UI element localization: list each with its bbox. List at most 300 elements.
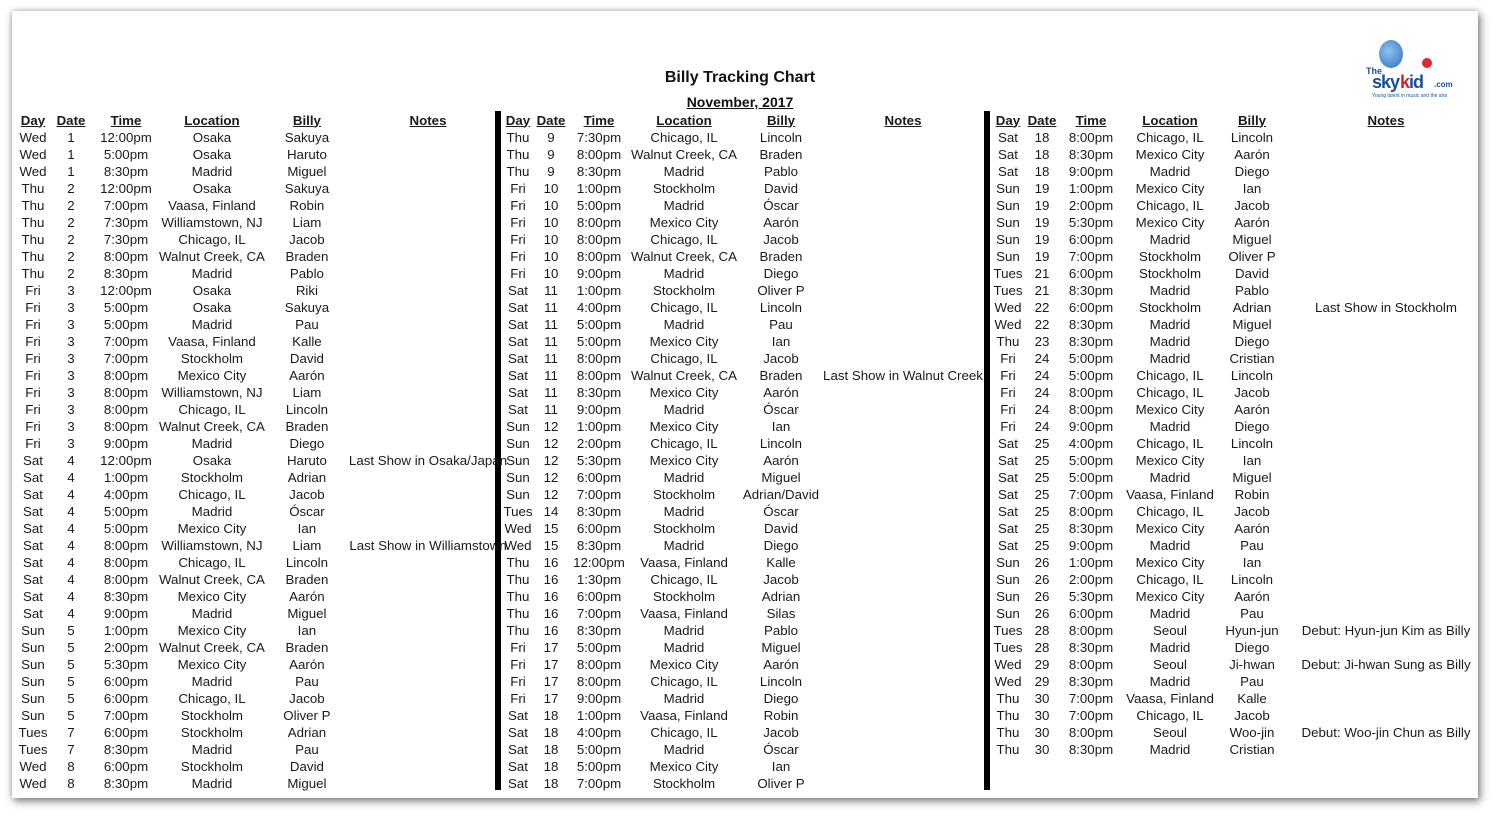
cell-time: 7:00pm: [1068, 708, 1114, 723]
cell-location: Osaka: [192, 300, 232, 315]
cell-billy: Aarón: [1234, 215, 1270, 230]
cell-location: Madrid: [663, 623, 705, 638]
cell-billy: Pablo: [289, 266, 324, 281]
cell-time: 5:00pm: [103, 317, 149, 332]
cell-location: Mexico City: [649, 657, 719, 672]
cell-time: 5:00pm: [103, 504, 149, 519]
cell-time: 5:30pm: [103, 657, 149, 672]
cell-location: Walnut Creek, CA: [159, 640, 265, 655]
cell-location: Madrid: [663, 198, 705, 213]
cell-notes: [823, 622, 983, 639]
table-row: [17, 129, 507, 146]
cell-notes: [349, 384, 507, 401]
cell-location: Madrid: [1149, 351, 1191, 366]
cell-location: Vaasa, Finland: [640, 555, 728, 570]
cell-notes: [1286, 707, 1486, 724]
cell-time: 5:00pm: [1068, 470, 1114, 485]
cell-time: 8:00pm: [576, 249, 622, 264]
table-row: [992, 384, 1486, 401]
cell-notes: [1286, 639, 1486, 656]
table-row: [992, 588, 1486, 605]
cell-date: 17: [543, 657, 559, 672]
cell-location: Madrid: [1149, 232, 1191, 247]
cell-date: 11: [544, 334, 558, 349]
cell-day: Thu: [21, 198, 45, 213]
cell-billy: Diego: [1234, 164, 1270, 179]
cell-date: 10: [543, 249, 559, 264]
table-row: [17, 724, 507, 741]
cell-date: 30: [1034, 708, 1050, 723]
cell-time: 8:00pm: [1068, 623, 1114, 638]
cell-location: Mexico City: [649, 419, 719, 434]
cell-day: Fri: [25, 368, 41, 383]
cell-billy: Diego: [1234, 419, 1270, 434]
cell-notes: [1286, 503, 1486, 520]
cell-time: 6:00pm: [576, 470, 622, 485]
cell-location: Stockholm: [180, 759, 243, 774]
table-row: [17, 248, 507, 265]
cell-date: 29: [1034, 657, 1050, 672]
cell-billy: Sakuya: [284, 300, 330, 315]
cell-day: Sat: [23, 589, 43, 604]
cell-time: 7:00pm: [1068, 691, 1114, 706]
cell-notes: [1286, 384, 1486, 401]
cell-notes: [823, 452, 983, 469]
cell-location: Stockholm: [652, 181, 716, 196]
cell-time: 5:00pm: [576, 317, 622, 332]
cell-day: Thu: [21, 215, 45, 230]
cell-location: Osaka: [192, 181, 232, 196]
cell-location: Chicago, IL: [178, 402, 246, 417]
cell-time: 8:30pm: [103, 776, 149, 791]
cell-notes: [1286, 741, 1486, 758]
cell-billy: Oliver P: [1228, 249, 1276, 264]
cell-billy: Óscar: [763, 504, 799, 519]
table-row: [992, 367, 1486, 384]
cell-location: Madrid: [1149, 317, 1191, 332]
cell-location: Mexico City: [1135, 521, 1205, 536]
cell-location: Chicago, IL: [650, 130, 718, 145]
cell-time: 5:00pm: [1068, 453, 1114, 468]
cell-billy: David: [289, 759, 324, 774]
cell-billy: Braden: [285, 249, 329, 264]
cell-location: Madrid: [663, 742, 705, 757]
cell-notes: [823, 146, 983, 163]
cell-date: 7: [67, 742, 75, 757]
cell-time: 8:00pm: [1068, 504, 1114, 519]
table-row: [992, 503, 1486, 520]
cell-billy: Miguel: [287, 164, 327, 179]
column-header-date: Date: [1027, 112, 1057, 128]
cell-billy: Sakuya: [284, 130, 330, 145]
cell-time: 7:00pm: [103, 351, 149, 366]
cell-location: Walnut Creek, CA: [631, 368, 737, 383]
cell-time: 9:00pm: [1068, 164, 1114, 179]
cell-date: 24: [1034, 351, 1050, 366]
cell-date: 18: [543, 742, 559, 757]
table-row: [17, 316, 507, 333]
table-row: [503, 248, 983, 265]
cell-time: 5:30pm: [576, 453, 622, 468]
cell-notes: [349, 435, 507, 452]
cell-date: 3: [67, 351, 75, 366]
cell-date: 16: [543, 555, 559, 570]
cell-location: Williamstown, NJ: [161, 215, 263, 230]
cell-billy: Adrian: [287, 725, 327, 740]
cell-day: Fri: [25, 385, 41, 400]
cell-billy: Miguel: [761, 640, 801, 655]
cell-notes: [1286, 588, 1486, 605]
cell-notes: [1286, 537, 1486, 554]
cell-time: 6:00pm: [576, 521, 622, 536]
cell-location: Mexico City: [1135, 402, 1205, 417]
cell-billy: Lincoln: [759, 300, 803, 315]
cell-date: 16: [543, 589, 559, 604]
cell-billy: Hyun-jun: [1225, 623, 1279, 638]
cell-location: Vaasa, Finland: [168, 334, 256, 349]
table-row: [503, 588, 983, 605]
table-row: [503, 537, 983, 554]
table-row: [17, 180, 507, 197]
cell-notes: [349, 316, 507, 333]
cell-notes: [823, 248, 983, 265]
cell-date: 19: [1034, 198, 1050, 213]
cell-location: Madrid: [663, 164, 705, 179]
cell-day: Fri: [510, 640, 526, 655]
cell-day: Fri: [1000, 368, 1016, 383]
cell-day: Sat: [508, 300, 528, 315]
column-header-time: Time: [583, 112, 615, 128]
cell-notes: [349, 656, 507, 673]
schedule-table: [503, 111, 983, 792]
cell-location: Madrid: [663, 504, 705, 519]
table-row: [992, 486, 1486, 503]
cell-date: 4: [67, 521, 75, 536]
cell-day: Sat: [998, 453, 1018, 468]
cell-time: 6:00pm: [576, 589, 622, 604]
cell-time: 5:00pm: [576, 742, 622, 757]
cell-notes: [823, 724, 983, 741]
table-row: [992, 333, 1486, 350]
cell-time: 8:00pm: [1068, 402, 1114, 417]
cell-day: Thu: [996, 725, 1020, 740]
cell-date: 18: [543, 725, 559, 740]
cell-billy: David: [764, 521, 798, 536]
cell-date: 4: [67, 572, 75, 587]
cell-location: Mexico City: [1135, 453, 1205, 468]
cell-day: Wed: [994, 300, 1022, 315]
cell-billy: Ji-hwan: [1229, 657, 1275, 672]
cell-day: Sun: [506, 453, 530, 468]
cell-date: 5: [67, 674, 75, 689]
cell-location: Mexico City: [177, 657, 247, 672]
cell-time: 2:00pm: [1068, 198, 1114, 213]
cell-day: Fri: [510, 215, 526, 230]
cell-day: Tues: [993, 266, 1023, 281]
cell-date: 24: [1034, 419, 1050, 434]
cell-time: 8:00pm: [103, 368, 149, 383]
cell-notes: Last Show in Williamstown: [349, 538, 507, 553]
cell-time: 8:00pm: [1068, 130, 1114, 145]
cell-billy: Pau: [1240, 606, 1264, 621]
cell-notes: [1286, 333, 1486, 350]
cell-location: Mexico City: [1135, 147, 1205, 162]
cell-location: Mexico City: [649, 453, 719, 468]
table-row: [17, 333, 507, 350]
cell-day: Sat: [998, 487, 1018, 502]
cell-notes: [349, 639, 507, 656]
cell-date: 26: [1034, 555, 1050, 570]
cell-billy: Jacob: [1234, 385, 1270, 400]
section-divider: [984, 111, 990, 790]
cell-date: 2: [67, 181, 75, 196]
logo-kid: [1400, 72, 1423, 93]
cell-day: Sun: [506, 436, 530, 451]
cell-location: Walnut Creek, CA: [631, 249, 737, 264]
cell-date: 18: [1034, 147, 1050, 162]
cell-date: 10: [543, 181, 559, 196]
cell-location: Chicago, IL: [1136, 198, 1204, 213]
cell-billy: Pau: [1240, 538, 1264, 553]
cell-time: 1:00pm: [103, 623, 149, 638]
cell-billy: Haruto: [286, 147, 327, 162]
cell-time: 6:00pm: [1068, 232, 1114, 247]
cell-location: Osaka: [192, 283, 232, 298]
column-header-day: Day: [505, 112, 531, 128]
cell-notes: [823, 690, 983, 707]
cell-time: 8:30pm: [576, 164, 622, 179]
cell-notes: [823, 605, 983, 622]
cell-time: 8:00pm: [103, 249, 149, 264]
cell-location: Mexico City: [1135, 555, 1205, 570]
cell-date: 28: [1034, 640, 1050, 655]
column-header-notes: Notes: [884, 112, 922, 128]
table-row: [17, 520, 507, 537]
cell-location: Stockholm: [180, 708, 243, 723]
logo-sky: sky: [1372, 72, 1400, 92]
cell-location: Stockholm: [1138, 300, 1202, 315]
cell-time: 7:00pm: [1068, 249, 1114, 264]
cell-billy: Óscar: [763, 402, 799, 417]
table-row: [503, 758, 983, 775]
cell-time: 8:00pm: [103, 538, 149, 553]
table-row: [503, 214, 983, 231]
table-row: [992, 707, 1486, 724]
logo-tagline: Young talent in music and the arts: [1372, 93, 1448, 99]
cell-notes: [823, 486, 983, 503]
cell-time: 9:00pm: [576, 691, 622, 706]
cell-date: 22: [1034, 317, 1050, 332]
cell-billy: Cristian: [1229, 742, 1275, 757]
cell-day: Sat: [23, 487, 43, 502]
table-row: [503, 452, 983, 469]
cell-billy: Aarón: [763, 215, 799, 230]
cell-date: 10: [543, 266, 559, 281]
cell-date: 2: [67, 215, 75, 230]
cell-time: 6:00pm: [1068, 606, 1114, 621]
cell-location: Madrid: [191, 504, 233, 519]
table-row: [503, 146, 983, 163]
table-row: [17, 639, 507, 656]
cell-time: 8:30pm: [103, 164, 149, 179]
cell-location: Stockholm: [652, 589, 716, 604]
cell-location: Madrid: [191, 317, 233, 332]
cell-location: Vaasa, Finland: [1126, 691, 1214, 706]
cell-billy: Lincoln: [759, 436, 803, 451]
cell-notes: [349, 401, 507, 418]
cell-date: 11: [544, 385, 558, 400]
table-row: [17, 469, 507, 486]
cell-billy: Pablo: [1234, 283, 1269, 298]
cell-time: 7:00pm: [103, 334, 149, 349]
cell-billy: Robin: [763, 708, 799, 723]
cell-date: 16: [543, 606, 559, 621]
table-row: [992, 622, 1486, 639]
cell-time: 12:00pm: [100, 130, 152, 145]
cell-date: 5: [67, 623, 75, 638]
cell-location: Stockholm: [180, 725, 243, 740]
cell-location: Madrid: [1149, 640, 1191, 655]
cell-day: Fri: [510, 249, 526, 264]
cell-day: Thu: [21, 249, 45, 264]
cell-notes: [823, 282, 983, 299]
cell-billy: David: [289, 351, 324, 366]
cell-notes: [1286, 435, 1486, 452]
cell-time: 7:00pm: [103, 198, 149, 213]
cell-notes: [349, 367, 507, 384]
cell-notes: [823, 503, 983, 520]
cell-date: 3: [67, 300, 75, 315]
cell-date: 9: [547, 164, 555, 179]
cell-day: Tues: [503, 504, 533, 519]
cell-notes: [823, 129, 983, 146]
cell-location: Madrid: [663, 470, 705, 485]
column-header-location: Location: [184, 112, 240, 128]
table-row: [992, 248, 1486, 265]
cell-notes: [823, 214, 983, 231]
cell-notes: [823, 673, 983, 690]
logo-the: The: [1366, 66, 1383, 76]
table-row: [17, 741, 507, 758]
cell-notes: [823, 350, 983, 367]
cell-billy: Aarón: [289, 657, 325, 672]
cell-notes: [349, 588, 507, 605]
cell-location: Vaasa, Finland: [640, 606, 728, 621]
cell-time: 8:30pm: [1068, 521, 1114, 536]
cell-location: Madrid: [1149, 538, 1191, 553]
cell-billy: Lincoln: [1230, 368, 1274, 383]
cell-time: 8:30pm: [1068, 640, 1114, 655]
cell-date: 4: [67, 606, 75, 621]
cell-billy: Braden: [759, 147, 803, 162]
cell-location: Mexico City: [177, 368, 247, 383]
cell-date: 3: [67, 385, 75, 400]
cell-time: 8:30pm: [576, 385, 622, 400]
cell-notes: [349, 180, 507, 197]
cell-billy: Diego: [1234, 334, 1270, 349]
cell-day: Sat: [508, 368, 528, 383]
cell-day: Wed: [19, 164, 47, 179]
cell-notes: [823, 180, 983, 197]
table-row: [503, 367, 983, 384]
cell-location: Madrid: [191, 266, 233, 281]
table-row: [992, 571, 1486, 588]
cell-notes: Debut: Woo-jin Chun as Billy: [1301, 725, 1471, 740]
cell-location: Stockholm: [180, 470, 243, 485]
cell-day: Tues: [993, 623, 1023, 638]
table-row: [17, 197, 507, 214]
table-row: [992, 418, 1486, 435]
table-row: [992, 265, 1486, 282]
table-row: [503, 333, 983, 350]
cell-time: 9:00pm: [103, 436, 149, 451]
cell-billy: Braden: [759, 368, 803, 383]
cell-billy: Miguel: [761, 470, 801, 485]
table-row: [992, 741, 1486, 758]
cell-location: Chicago, IL: [1136, 385, 1204, 400]
cell-time: 5:00pm: [103, 300, 149, 315]
cell-location: Madrid: [191, 742, 233, 757]
cell-billy: Miguel: [287, 776, 327, 791]
cell-notes: [823, 520, 983, 537]
cell-location: Madrid: [663, 538, 705, 553]
cell-day: Sat: [998, 147, 1018, 162]
cell-day: Wed: [994, 657, 1022, 672]
cell-location: Walnut Creek, CA: [159, 572, 265, 587]
table-row: [503, 316, 983, 333]
cell-notes: [1286, 214, 1486, 231]
table-row: [503, 554, 983, 571]
cell-date: 11: [544, 300, 558, 315]
cell-time: 4:00pm: [1068, 436, 1114, 451]
cell-location: Mexico City: [177, 521, 247, 536]
cell-day: Thu: [996, 742, 1020, 757]
table-row: [992, 469, 1486, 486]
table-row: [17, 775, 507, 792]
cell-time: 8:30pm: [1068, 742, 1114, 757]
cell-billy: Braden: [285, 419, 329, 434]
cell-date: 1: [67, 164, 75, 179]
cell-day: Sat: [508, 708, 528, 723]
table-row: [992, 316, 1486, 333]
cell-date: 15: [543, 521, 559, 536]
table-row: [17, 282, 507, 299]
cell-date: 18: [1034, 164, 1050, 179]
table-row: [992, 656, 1486, 673]
cell-date: 7: [67, 725, 75, 740]
table-row: [17, 435, 507, 452]
cell-time: 1:00pm: [576, 181, 622, 196]
cell-day: Fri: [510, 691, 526, 706]
cell-location: Madrid: [663, 691, 705, 706]
cell-day: Sun: [21, 674, 45, 689]
cell-time: 8:30pm: [103, 742, 149, 757]
cell-time: 8:00pm: [103, 385, 149, 400]
cell-billy: Pau: [769, 317, 793, 332]
cell-date: 21: [1034, 266, 1050, 281]
cell-notes: [349, 418, 507, 435]
cell-time: 5:00pm: [103, 521, 149, 536]
cell-billy: Jacob: [1234, 198, 1270, 213]
cell-day: Fri: [25, 317, 41, 332]
cell-date: 26: [1034, 589, 1050, 604]
cell-billy: Jacob: [763, 232, 799, 247]
table-row: [503, 707, 983, 724]
cell-time: 8:00pm: [576, 674, 622, 689]
cell-billy: Adrian: [287, 470, 327, 485]
cell-time: 6:00pm: [103, 759, 149, 774]
cell-time: 8:00pm: [576, 232, 622, 247]
